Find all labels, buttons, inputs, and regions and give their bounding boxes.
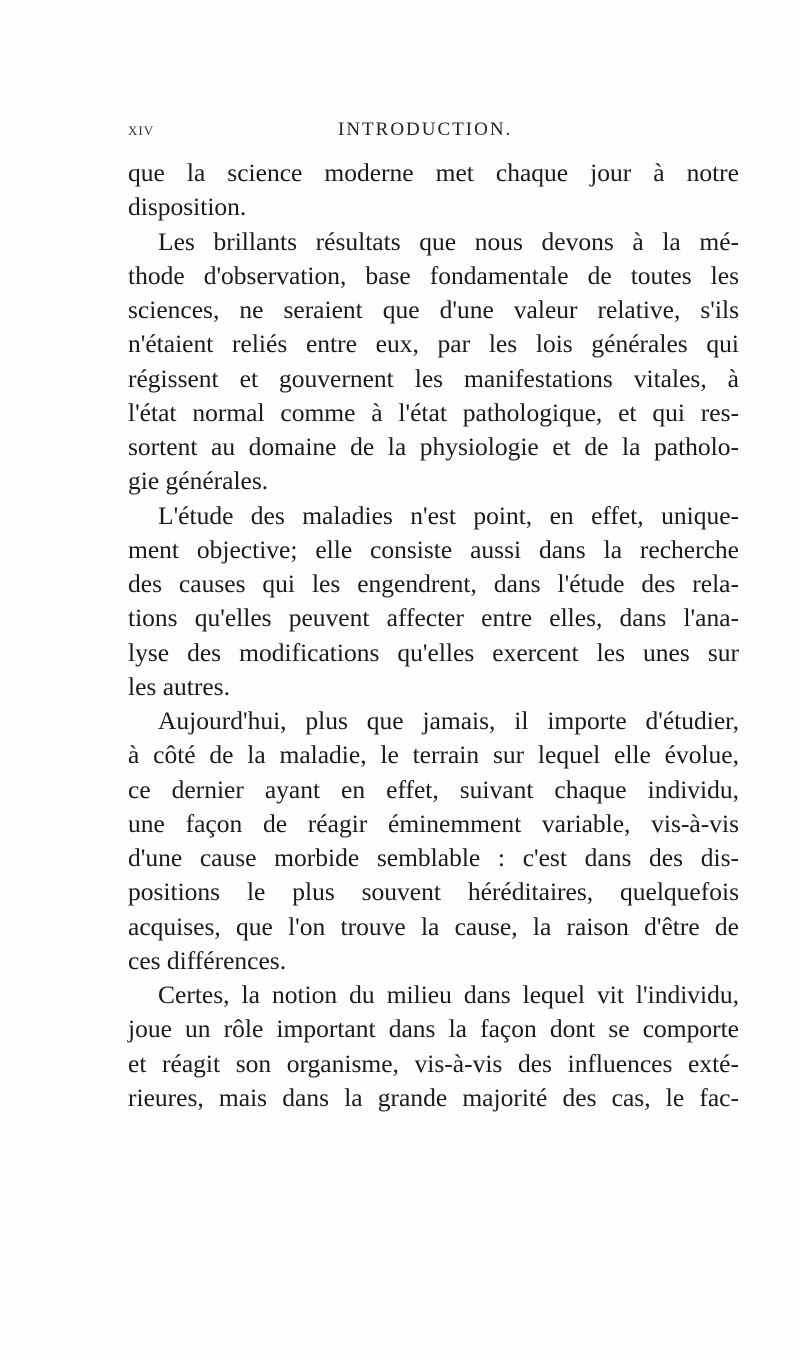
page-number: XIV	[128, 123, 155, 138]
text-line: positions le plus souvent héréditaires, quelquefois	[128, 877, 739, 907]
body-text	[128, 156, 739, 1115]
text-line: disposition.	[128, 192, 247, 222]
text-line: et réagit son organisme, vis-à-vis des influences exté-	[128, 1048, 739, 1078]
text-line: tions qu'elles peuvent affecter entre elles, dans l'ana-	[128, 603, 739, 633]
paragraph	[128, 704, 739, 978]
text-line: ment objective; elle consiste aussi dans la recherche	[128, 534, 739, 564]
page-header	[128, 119, 728, 145]
text-line: ce dernier ayant en effet, suivant chaque individu,	[128, 774, 739, 804]
text-line: ces différences.	[128, 945, 287, 975]
text-line: l'état normal comme à l'état pathologique, et qui res-	[128, 397, 739, 427]
text-line: joue un rôle important dans la façon dont se comporte	[128, 1014, 739, 1044]
text-line: les autres.	[128, 671, 230, 701]
text-line: des causes qui les engendrent, dans l'étude des rela-	[128, 569, 739, 598]
text-line: gie générales.	[128, 466, 269, 496]
text-line: acquises, que l'on trouve la cause, la raison d'être de	[128, 911, 739, 941]
text-line: sciences, ne seraient que d'une valeur relative, s'ils	[128, 295, 739, 324]
text-line: une façon de réagir éminemment variable, vis-à-vis	[128, 808, 739, 838]
text-line: rieures, mais dans la grande majorité des cas, le fac-	[128, 1082, 739, 1112]
text-line: lyse des modifications qu'elles exercent les unes sur	[128, 637, 739, 667]
text-line: que la science moderne met chaque jour à notre	[128, 158, 739, 187]
text-line: sortent au domaine de la physiologie et de la patholo-	[128, 432, 739, 461]
text-line: L'étude des maladies n'est point, en effet, unique-	[158, 500, 739, 530]
running-head: INTRODUCTION.	[338, 119, 513, 140]
text-line: Certes, la notion du milieu dans lequel vit l'individu,	[158, 980, 739, 1009]
text-line: n'étaient reliés entre eux, par les lois générales qui	[128, 329, 739, 359]
text-line: d'une cause morbide semblable : c'est dans des dis-	[128, 843, 739, 872]
paragraph	[128, 499, 739, 705]
text-line: thode d'observation, base fondamentale de toutes les	[128, 260, 739, 290]
text-line: à côté de la maladie, le terrain sur lequel elle évolue,	[128, 740, 739, 770]
text-line: régissent et gouvernent les manifestations vitales, à	[128, 363, 739, 393]
text-line: Aujourd'hui, plus que jamais, il importe d'étudier,	[158, 706, 739, 735]
paragraph	[128, 156, 739, 225]
paragraph	[128, 978, 739, 1115]
text-line: Les brillants résultats que nous devons à la mé-	[158, 226, 739, 256]
paragraph	[128, 225, 739, 499]
